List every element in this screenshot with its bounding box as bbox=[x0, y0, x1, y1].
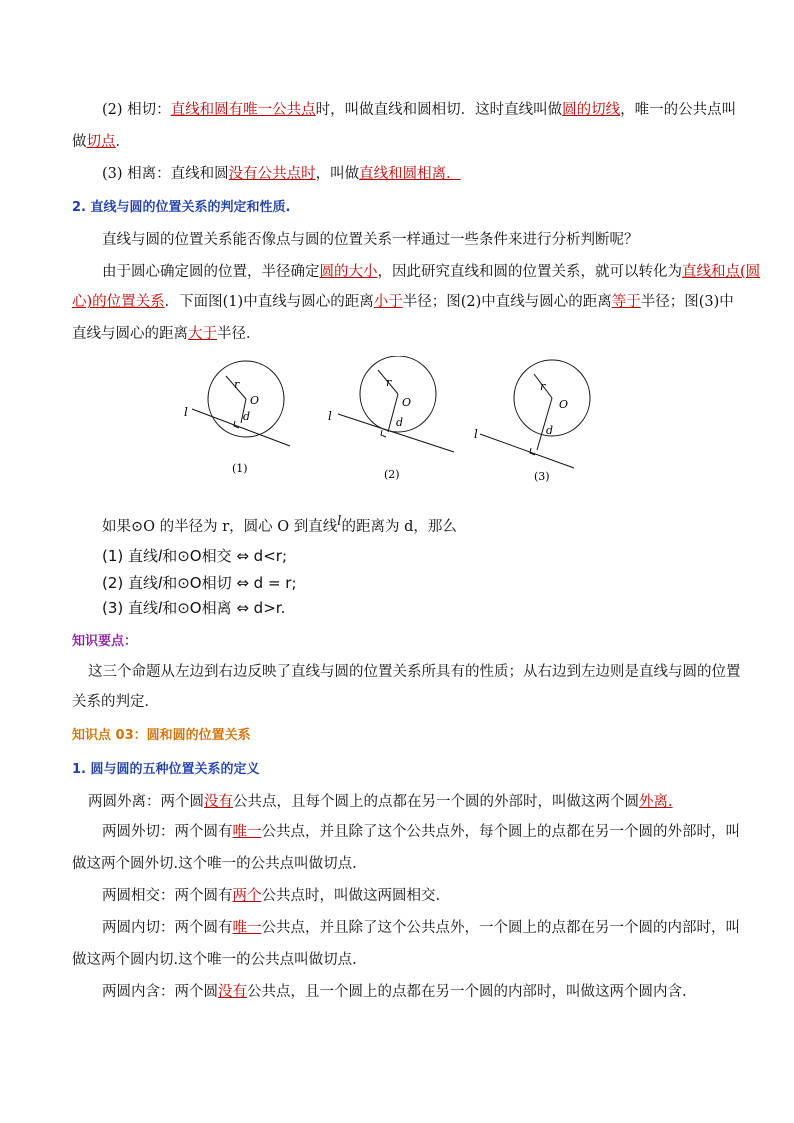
text: 如果⊙O 的半径为 r，圆心 O 到直线 bbox=[102, 518, 338, 535]
text: 半径；图(2)中直线与圆心的距离 bbox=[402, 294, 612, 310]
key-term: 切点 bbox=[86, 134, 116, 150]
label-o: O bbox=[250, 394, 260, 407]
text: 两圆内切：两个圆有 bbox=[102, 920, 233, 936]
text: 两圆外离：两个圆 bbox=[88, 794, 204, 810]
text: 直线与圆心的距离 bbox=[72, 326, 188, 342]
key-term: 两个 bbox=[232, 888, 262, 904]
text: (1) 直线 bbox=[102, 547, 159, 565]
label-l: l bbox=[184, 405, 188, 419]
line-l bbox=[192, 409, 290, 446]
text: 和⊙O相离 ⇔ d>r. bbox=[162, 599, 286, 617]
text: 公共点，且每个圆上的点都在另一个圆的外部时，叫做这两个圆 bbox=[233, 794, 639, 810]
text-line bbox=[102, 918, 740, 938]
text: (2) 直线 bbox=[102, 574, 159, 592]
text-line bbox=[102, 822, 740, 842]
subsection-heading: 知识要点： bbox=[72, 634, 138, 649]
figure-2 bbox=[338, 356, 454, 452]
symbol-l: l bbox=[158, 547, 163, 565]
paragraph: 做这两个圆内切.这个唯一的公共点叫做切点. bbox=[72, 952, 357, 968]
key-term: 直线和圆相离． bbox=[359, 166, 461, 182]
label-r: r bbox=[386, 376, 392, 389]
text: 和⊙O相切 ⇔ d = r; bbox=[162, 574, 297, 592]
symbol-l: l bbox=[337, 514, 342, 529]
paragraph: 直线与圆的位置关系能否像点与圆的位置关系一样通过一些条件来进行分析判断呢？ bbox=[102, 232, 639, 248]
key-term: 外离. bbox=[639, 794, 673, 810]
figure-1 bbox=[192, 361, 290, 446]
text-line bbox=[102, 512, 724, 537]
key-term: 没有 bbox=[218, 984, 247, 1000]
text: 的距离为 d，那么 bbox=[341, 518, 457, 535]
item-label: (3) 相离：直线和圆 bbox=[102, 166, 229, 182]
text: 半径． bbox=[217, 326, 261, 342]
text: 两圆相交：两个圆有 bbox=[102, 888, 233, 904]
label-r: r bbox=[234, 378, 240, 391]
key-term: 圆的大小 bbox=[319, 264, 378, 280]
key-term: 唯一 bbox=[232, 920, 262, 936]
list-item bbox=[102, 573, 724, 593]
paragraph: 这三个命题从左边到右边反映了直线与圆的位置关系所具有的性质；从右边到左边则是直线与圆的位置 bbox=[88, 664, 741, 680]
text-line bbox=[102, 100, 737, 120]
key-term: 小于 bbox=[373, 294, 403, 310]
text: ，因此研究直线和圆的位置关系，就可以转化为 bbox=[377, 264, 682, 280]
text: 和⊙O相交 ⇔ d<r; bbox=[162, 547, 287, 565]
label-d: d bbox=[243, 410, 251, 423]
key-term: 直线和圆有唯一公共点 bbox=[170, 102, 316, 118]
text: ，叫做 bbox=[315, 166, 360, 182]
label-d: d bbox=[546, 424, 554, 437]
text: 时，叫做直线和圆相切．这时直线叫做 bbox=[315, 102, 563, 118]
text: ． bbox=[115, 134, 130, 150]
text: 两圆外切：两个圆有 bbox=[102, 824, 233, 840]
text: 两圆内含：两个圆 bbox=[102, 984, 218, 1000]
label-l: l bbox=[328, 409, 332, 423]
key-term: 大于 bbox=[188, 326, 217, 342]
key-term: 等于 bbox=[611, 294, 641, 310]
key-term: 心)的位置关系 bbox=[72, 294, 165, 310]
line-circle-diagram bbox=[170, 356, 610, 496]
text: ，唯一的公共点叫 bbox=[620, 102, 737, 118]
label-d: d bbox=[396, 416, 404, 429]
caption-3: (3) bbox=[534, 470, 550, 483]
figure-3 bbox=[480, 360, 590, 468]
text-line bbox=[72, 132, 724, 152]
key-term: 没有 bbox=[204, 794, 233, 810]
text-line bbox=[102, 164, 724, 184]
section-heading: 2. 直线与圆的位置关系的判定和性质. bbox=[72, 200, 291, 215]
text-line bbox=[72, 324, 724, 344]
item-label: (2) 相切： bbox=[102, 102, 171, 118]
text: 公共点时，叫做这两圆相交. bbox=[261, 888, 441, 904]
caption-2: (2) bbox=[384, 468, 400, 481]
label-l: l bbox=[474, 427, 478, 441]
text: 做 bbox=[72, 134, 87, 150]
label-o: O bbox=[402, 396, 412, 409]
text-line bbox=[88, 792, 724, 812]
list-item bbox=[102, 546, 724, 566]
text: ．下面图(1)中直线与圆心的距离 bbox=[164, 294, 374, 310]
paragraph: 关系的判定． bbox=[72, 694, 159, 710]
text-line bbox=[102, 262, 761, 282]
symbol-l: l bbox=[158, 599, 163, 617]
text: 公共点，且一个圆上的点都在另一个圆的内部时，叫做这两个圆内含. bbox=[247, 984, 687, 1000]
text: (3) 直线 bbox=[102, 599, 159, 617]
section-heading: 知识点 03：圆和圆的位置关系 bbox=[72, 728, 251, 743]
paragraph: 做这两个圆外切.这个唯一的公共点叫做切点. bbox=[72, 856, 357, 872]
text: 由于圆心确定圆的位置，半径确定 bbox=[102, 264, 320, 280]
key-term: 圆的切线 bbox=[562, 102, 621, 118]
text-line bbox=[102, 886, 724, 906]
right-angle-mark bbox=[381, 430, 386, 437]
caption-1: (1) bbox=[232, 462, 248, 475]
text: 公共点，并且除了这个公共点外，一个圆上的点都在另一个圆的内部时，叫 bbox=[261, 920, 740, 936]
key-term: 没有公共点时 bbox=[228, 166, 316, 182]
text: 公共点，并且除了这个公共点外，每个圆上的点都在另一个圆的外部时，叫 bbox=[261, 824, 740, 840]
symbol-l: l bbox=[158, 574, 163, 592]
line-l bbox=[480, 434, 574, 468]
key-term: 直线和点(圆 bbox=[682, 264, 761, 280]
label-r: r bbox=[540, 380, 546, 393]
text: 半径；图(3)中 bbox=[640, 294, 734, 310]
label-o: O bbox=[559, 398, 569, 411]
text-line bbox=[102, 982, 724, 1002]
key-term: 唯一 bbox=[232, 824, 262, 840]
section-heading: 1. 圆与圆的五种位置关系的定义 bbox=[72, 762, 260, 777]
list-item bbox=[102, 598, 724, 618]
text-line bbox=[72, 292, 734, 312]
